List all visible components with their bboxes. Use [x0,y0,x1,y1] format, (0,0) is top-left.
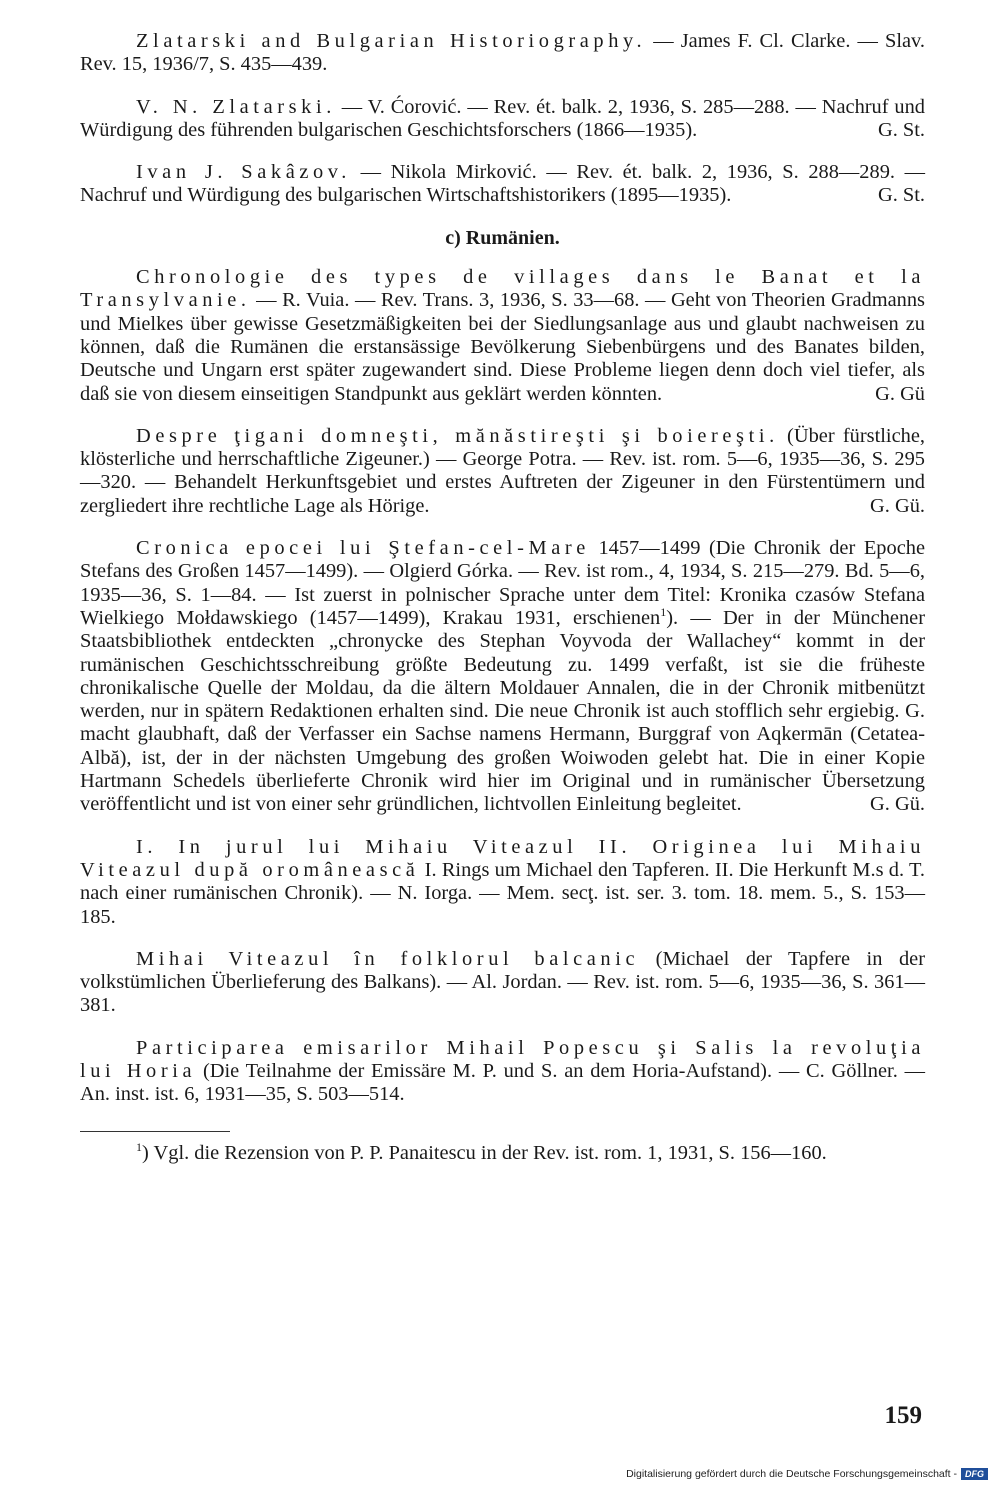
footnote-text: ) Vgl. die Rezension von P. P. Panaitescu in der Rev. ist. rom. 1, 1931, S. 156—160. [142,1141,827,1164]
bibliography-entry-zlatarski-historiography [80,30,925,77]
footnote-divider [80,1131,230,1132]
bibliography-entry-sakazov [80,161,925,208]
entry-body-continued: ). — Der in der Münchener Staatsbibliothek entdeckten „chronycke des Stephan Voyvoda der Wallachey“ kommt in der rumänischen Geschichtsschreibung größte Bedeutung zu. 1499 verfaßt, ist sie die früheste chronikalische Quelle der Moldau, da die ältern Moldauer Annalen, die in der Chronik mitbenützt werden, nur in spätern Redaktionen erhalten sind. Die neue Chronik ist auch stofflich sehr ergiebig. G. macht glaubhaft, daß der Verfasser ein Sachse namens Hermann, Burggraf von Aqkermān (Cetatea-Albă), ist, der in der nächsten Umgebung des großen Woiwoden gelebt hat. Die in einer Kopie Hartmann Schedels überlieferte Chronik wird hier im Original und in rumänischer Übersetzung veröffentlicht und ist von einer sehr gründlichen, lichtvollen Einleitung begleitet. [80,606,925,816]
bibliography-entry-chronologie-villages [80,266,925,406]
bibliography-entry-tigani [80,425,925,518]
digitization-credit [626,1468,988,1480]
bibliography-entry-horia-revolution [80,1037,925,1107]
credit-text: Digitalisierung gefördert durch die Deutsche Forschungsgemeinschaft - [626,1468,957,1480]
bibliography-entry-zlatarski-obituary [80,96,925,143]
bibliography-entry-mihaiu-viteazul-origin [80,836,925,929]
entry-body: (Die Teilnahme der Emissäre M. P. und S. an dem Horia-Aufstand). — C. Göllner. — An. inst. ist. 6, 1931—35, S. 503—514. [80,1059,925,1106]
entry-title: Ivan J. Sakâzov. [136,161,351,184]
entry-body: 1457—1499 (Die Chronik der Epoche Stefans des Großen 1457—1499). — Olgierd Górka. — Rev. ist rom., 4, 1934, S. 215—279. Bd. 5—6, 1935—36, S. 1—84. — Ist zuerst in polnischer Sprache unter dem Titel: Kronika czasów Stefana Wielkiego Mołdawskiego (1457—1499), Krakau 1931, erschienen [80,537,925,629]
entry-body: (Über fürstliche, klösterliche und herrschaftliche Zigeuner.) — George Potra. — Rev. ist. rom. 5—6, 1935—36, S. 295—320. — Behandelt Herkunftsgebiet und erstes Auftreten der Zigeuner in den Fürstentümern und zergliedert ihre rechtliche Lage als Hörige. [80,424,925,517]
section-heading: c) Rumänien. [445,226,560,249]
entry-body: — R. Vuia. — Rev. Trans. 3, 1936, S. 33—68. — Geht von Theorien Gradmanns und Mielkes über gewisse Gesetzmäßigkeiten bei der Siedlungsanlage aus und glaubt nachweisen zu können, daß die Rumänen die erstansässige Bevölkerung Siebenbürgens und des Banates bilden, Deutsche und Ungarn erst später zugewandert sind. Diese Probleme liegen denn doch viel tiefer, als daß sie von diesem einseitigen Standpunkt aus geklärt werden könnten. [80,289,925,405]
bibliography-entry-mihai-folklor [80,948,925,1018]
entry-title: I. In jurul lui Mihaiu Viteazul II. Originea lui Mihaiu Viteazul după oromânească [80,835,925,881]
page-number: 159 [884,1402,922,1429]
entry-title: Despre ţigani domneşti, mănăstireşti şi boiereşti. [136,424,779,447]
bibliography-entry-cronica-stefan [80,537,925,817]
entry-title: Chronologie des types de villages dans le Banat et la Transylvanie. [80,266,925,312]
reviewer-signature: G. Gü. [870,494,925,517]
entry-body: — Nikola Mirković. — Rev. ét. balk. 2, 1936, S. 288—289. — Nachruf und Würdigung des bulgarischen Wirtschaftshistorikers (1895—1935). [80,161,925,207]
entry-body: — James F. Cl. Clarke. — Slav. Rev. 15, 1936/7, S. 435—439. [80,30,926,76]
reviewer-signature: G. St. [877,118,925,141]
entry-title: Mihai Viteazul în folklorul balcanic [136,947,640,970]
entry-title: V. N. Zlatarski. [136,95,336,118]
entry-title: Participarea emisarilor Mihail Popescu şi Salis la revoluţia lui Horia [80,1036,925,1082]
reviewer-signature: G. St. [877,184,925,207]
entry-body: — V. Ćorović. — Rev. ét. balk. 2, 1936, S. 285—288. — Nachruf und Würdigung des führenden bulgarischen Geschichtsforschers (1866—1935). [80,95,925,141]
footnote-mark: 1 [136,1139,142,1154]
footnote [80,1139,925,1165]
reviewer-signature: G. Gü. [870,793,925,816]
dfg-logo: DFG [961,1468,988,1480]
footnote-marker: 1 [660,605,667,620]
entry-title: Zlatarski and Bulgarian Historiography. [136,30,647,52]
entry-title: Cronica epocei lui Ştefan-cel-Mare [136,537,590,560]
entry-body: (Michael der Tapfere in der volkstümlichen Überlieferung des Balkans). — Al. Jordan. — Rev. ist. rom. 5—6, 1935—36, S. 361—381. [80,947,925,1017]
page-content [80,30,925,1165]
reviewer-signature: G. Gü [875,382,925,405]
entry-body: I. Rings um Michael den Tapferen. II. Die Herkunft M.s d. T. nach einer rumänischen Chronik). — N. Iorga. — Mem. secţ. ist. ser. 3. tom. 18. mem. 5., S. 153—185. [80,858,925,928]
